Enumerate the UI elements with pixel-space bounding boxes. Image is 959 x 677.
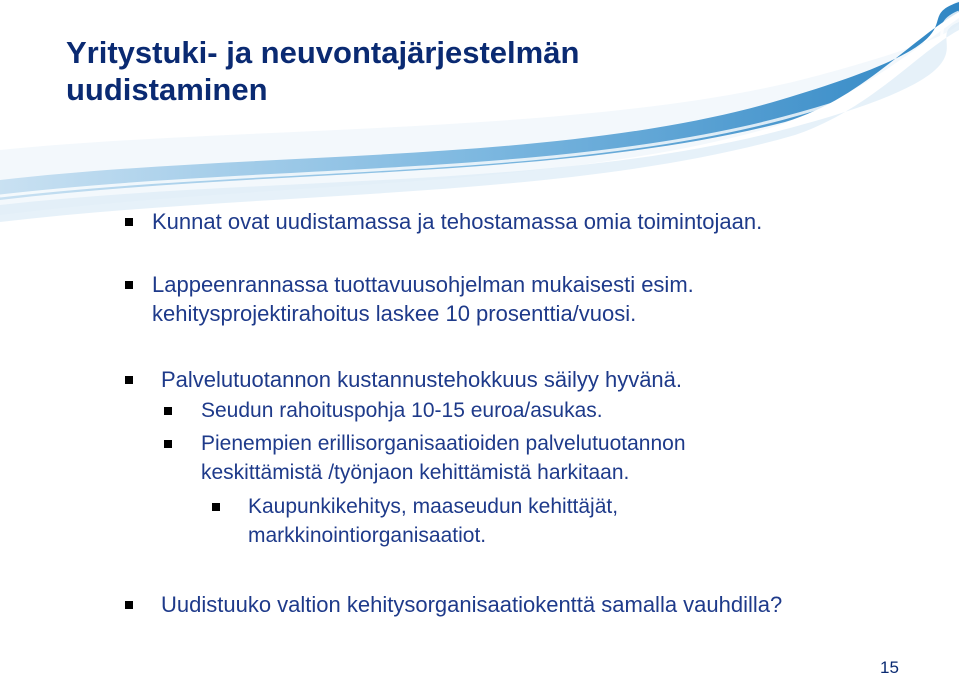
page-number: 15 <box>880 658 899 677</box>
bullet-marker-icon <box>125 218 133 226</box>
list-item-line: Seudun rahoituspohja 10-15 euroa/asukas. <box>201 399 603 422</box>
list-item-text <box>164 429 686 487</box>
bullet-marker-icon <box>125 281 133 289</box>
list-item-line: Pienempien erillisorganisaatioiden palvelutuotannon <box>201 432 686 455</box>
bullet-marker-icon <box>125 601 133 609</box>
bullet-marker-icon <box>164 440 172 448</box>
list-item-line: kehitysprojektirahoitus laskee 10 prosenttia/vuosi. <box>152 301 637 326</box>
list-item-line: Kunnat ovat uudistamassa ja tehostamassa omia toimintojaan. <box>152 209 763 234</box>
list-item <box>212 492 618 550</box>
list-item-text <box>164 396 603 425</box>
list-item-line: Lappeenrannassa tuottavuusohjelman mukaisesti esim. <box>152 272 694 297</box>
list-item-text <box>125 270 694 328</box>
bullet-marker-icon <box>212 503 220 511</box>
list-item <box>125 270 694 328</box>
list-item <box>164 429 686 487</box>
list-item-text <box>212 492 618 550</box>
list-item-text <box>125 590 782 619</box>
list-item <box>164 396 603 425</box>
list-item <box>125 590 782 619</box>
list-item <box>125 207 762 236</box>
bullet-marker-icon <box>164 407 172 415</box>
slide-title <box>66 34 826 108</box>
title-line: Yritystuki- ja neuvontajärjestelmän <box>66 35 580 70</box>
list-item-text <box>125 365 682 394</box>
title-line: uudistaminen <box>66 72 268 107</box>
list-item-line: keskittämistä /työnjaon kehittämistä harkitaan. <box>201 461 630 484</box>
bullet-marker-icon <box>125 376 133 384</box>
list-item-line: markkinointiorganisaatiot. <box>248 524 487 547</box>
list-item-line: Palvelutuotannon kustannustehokkuus säilyy hyvänä. <box>161 367 683 392</box>
list-item-text <box>125 207 762 236</box>
list-item <box>125 365 682 394</box>
list-item-line: Uudistuuko valtion kehitysorganisaatiokenttä samalla vauhdilla? <box>161 592 783 617</box>
list-item-line: Kaupunkikehitys, maaseudun kehittäjät, <box>248 495 619 518</box>
